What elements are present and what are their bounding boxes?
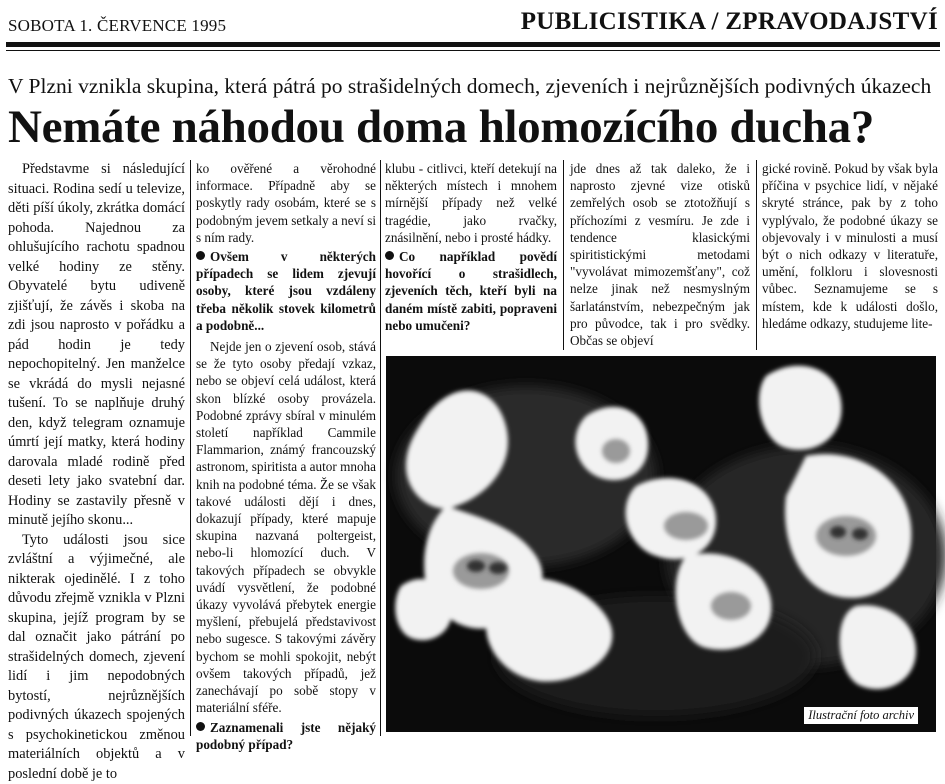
subheading-text: Ovšem v některých případech se lidem zjevují osoby, které jsou vzdáleny třeba několik stovek kilometrů a podobně... — [196, 249, 376, 333]
issue-date: SOBOTA 1. ČERVENCE 1995 — [8, 16, 226, 36]
paragraph: ko ověřené a věrohodné informace. Případně aby se poskytly rady osobám, které se s podobným jevem setkaly a neví si s ním rady. — [196, 160, 376, 246]
bullet-icon — [196, 251, 205, 260]
article-headline: Nemáte náhodou doma hlomozícího ducha? — [8, 100, 938, 154]
column-divider — [756, 160, 757, 350]
column-4 — [570, 160, 750, 360]
article-kicker: V Plzni vznikla skupina, která pátrá po strašidelných domech, zjeveních i nejrůznějších podivných úkazech — [8, 74, 938, 99]
column-5 — [762, 160, 938, 360]
page-header — [8, 6, 938, 42]
column-divider — [563, 160, 564, 350]
paragraph: jde dnes až tak daleko, že i naprosto zjevné vize otisků zemřelých osob se ztotožňují s příchozími z vesmíru. Je zde i tendence klasickými spiritistickými metodami "vyvolávat mimozemšťany", což nelze jinak než nesmyslným šarlatánstvím, nebezpečným jak pro původce, tak i pro svědky. Občas se objeví — [570, 160, 750, 349]
subheading-text: Zaznamenali jste nějaký podobný případ? — [196, 720, 376, 752]
header-rule-thin — [6, 50, 940, 51]
photo-caption: Ilustrační foto archiv — [804, 707, 918, 724]
column-divider — [380, 160, 381, 736]
bullet-icon — [385, 251, 394, 260]
ghost-figures-image — [386, 356, 936, 732]
subheading — [196, 719, 376, 753]
bullet-icon — [196, 722, 205, 731]
paragraph: klubu - citlivci, kteří detekují na některých místech i mnohem mírnější případy než velké tragédie, jako rvačky, znásilnění, nebo i prosté hádky. — [385, 160, 557, 246]
column-divider — [190, 160, 191, 736]
paragraph: Představme si následující situaci. Rodina sedí u televize, děti píší úkoly, zkrátka domácí pohoda. Najednou za ohlušujícího rachotu spadnou velké hodiny ze stěny. Obyvatelé bytu udiveně zjišťují, že závěs i skoba na zdi jsou naprosto v pořádku a pád hodin je tedy nepochopitelný. Jen manželce se vkrádá do mysli nejasné tušení. To se naplňuje druhý den, když telegram oznamuje úmrtí její matky, která hodiny darovala mladé rodině před deseti lety jako svatební dar. Hodiny se zastavily přesně v minutě jejího skonu... — [8, 160, 185, 531]
paragraph: gické rovině. Pokud by však byla příčina v psychice lidí, v nějaké skryté stránce, pak by z toho vyplývalo, že podobné úkazy se objevovaly i v minulosti a musí být o nich odkazy v literatuře, umění, folkloru i slovesnosti vůbec. Seznamujeme se s místem, kde k události došlo, hledáme odkazy, studujeme lite- — [762, 160, 938, 332]
subheading — [196, 248, 376, 334]
section-title: PUBLICISTIKA / ZPRAVODAJSTVÍ — [521, 8, 938, 36]
column-1 — [8, 160, 185, 736]
subheading — [385, 248, 557, 334]
column-3 — [385, 160, 557, 360]
illustration-photo — [386, 356, 936, 732]
subheading-text: Co například povědí hovořící o strašidlech, zjeveních těch, kteří byli na daném místě zabiti, popraveni nebo umučeni? — [385, 249, 557, 333]
column-2 — [196, 160, 376, 736]
paragraph: Tyto události jsou sice zvláštní a výjimečné, ale nikterak ojedinělé. I z toho důvodu zřejmě vznikla v Plzni skupina, jejíž program by se dal označit jako pátrání po strašidelných domech, zjevení lidí i jim nepodobných bytostí, nejrůznějších podivných úkazech spojených s psychokinetickou změnou materiálních objektů a v poslední době je to — [8, 531, 185, 784]
header-rule — [6, 42, 940, 47]
paragraph: Nejde jen o zjevení osob, stává se že tyto osoby předají vzkaz, nebo se objeví celá událost, která skon blízké osoby provázela. Podobné zprávy sbíral v minulém století například Cammile Flammarion, známý francouzský astronom, spiritista a autor mnoha knih na podobné téma. Že se však takové události dějí i dnes, dokazují případy, které mapuje skupina nazvaná poltergeist, nebo-li hlomozící duch. V takových případech se obvykle uvádí vysvětlení, že podobné úkazy vyvolává přebytek energie myšlení, přebujelá představivost nebo sugesce. S takovými závěry bychom se mohli spokojit, nebýt ovšem takových případů, jež zanechávají po sobě stopy v materiální sféře. — [196, 338, 376, 716]
